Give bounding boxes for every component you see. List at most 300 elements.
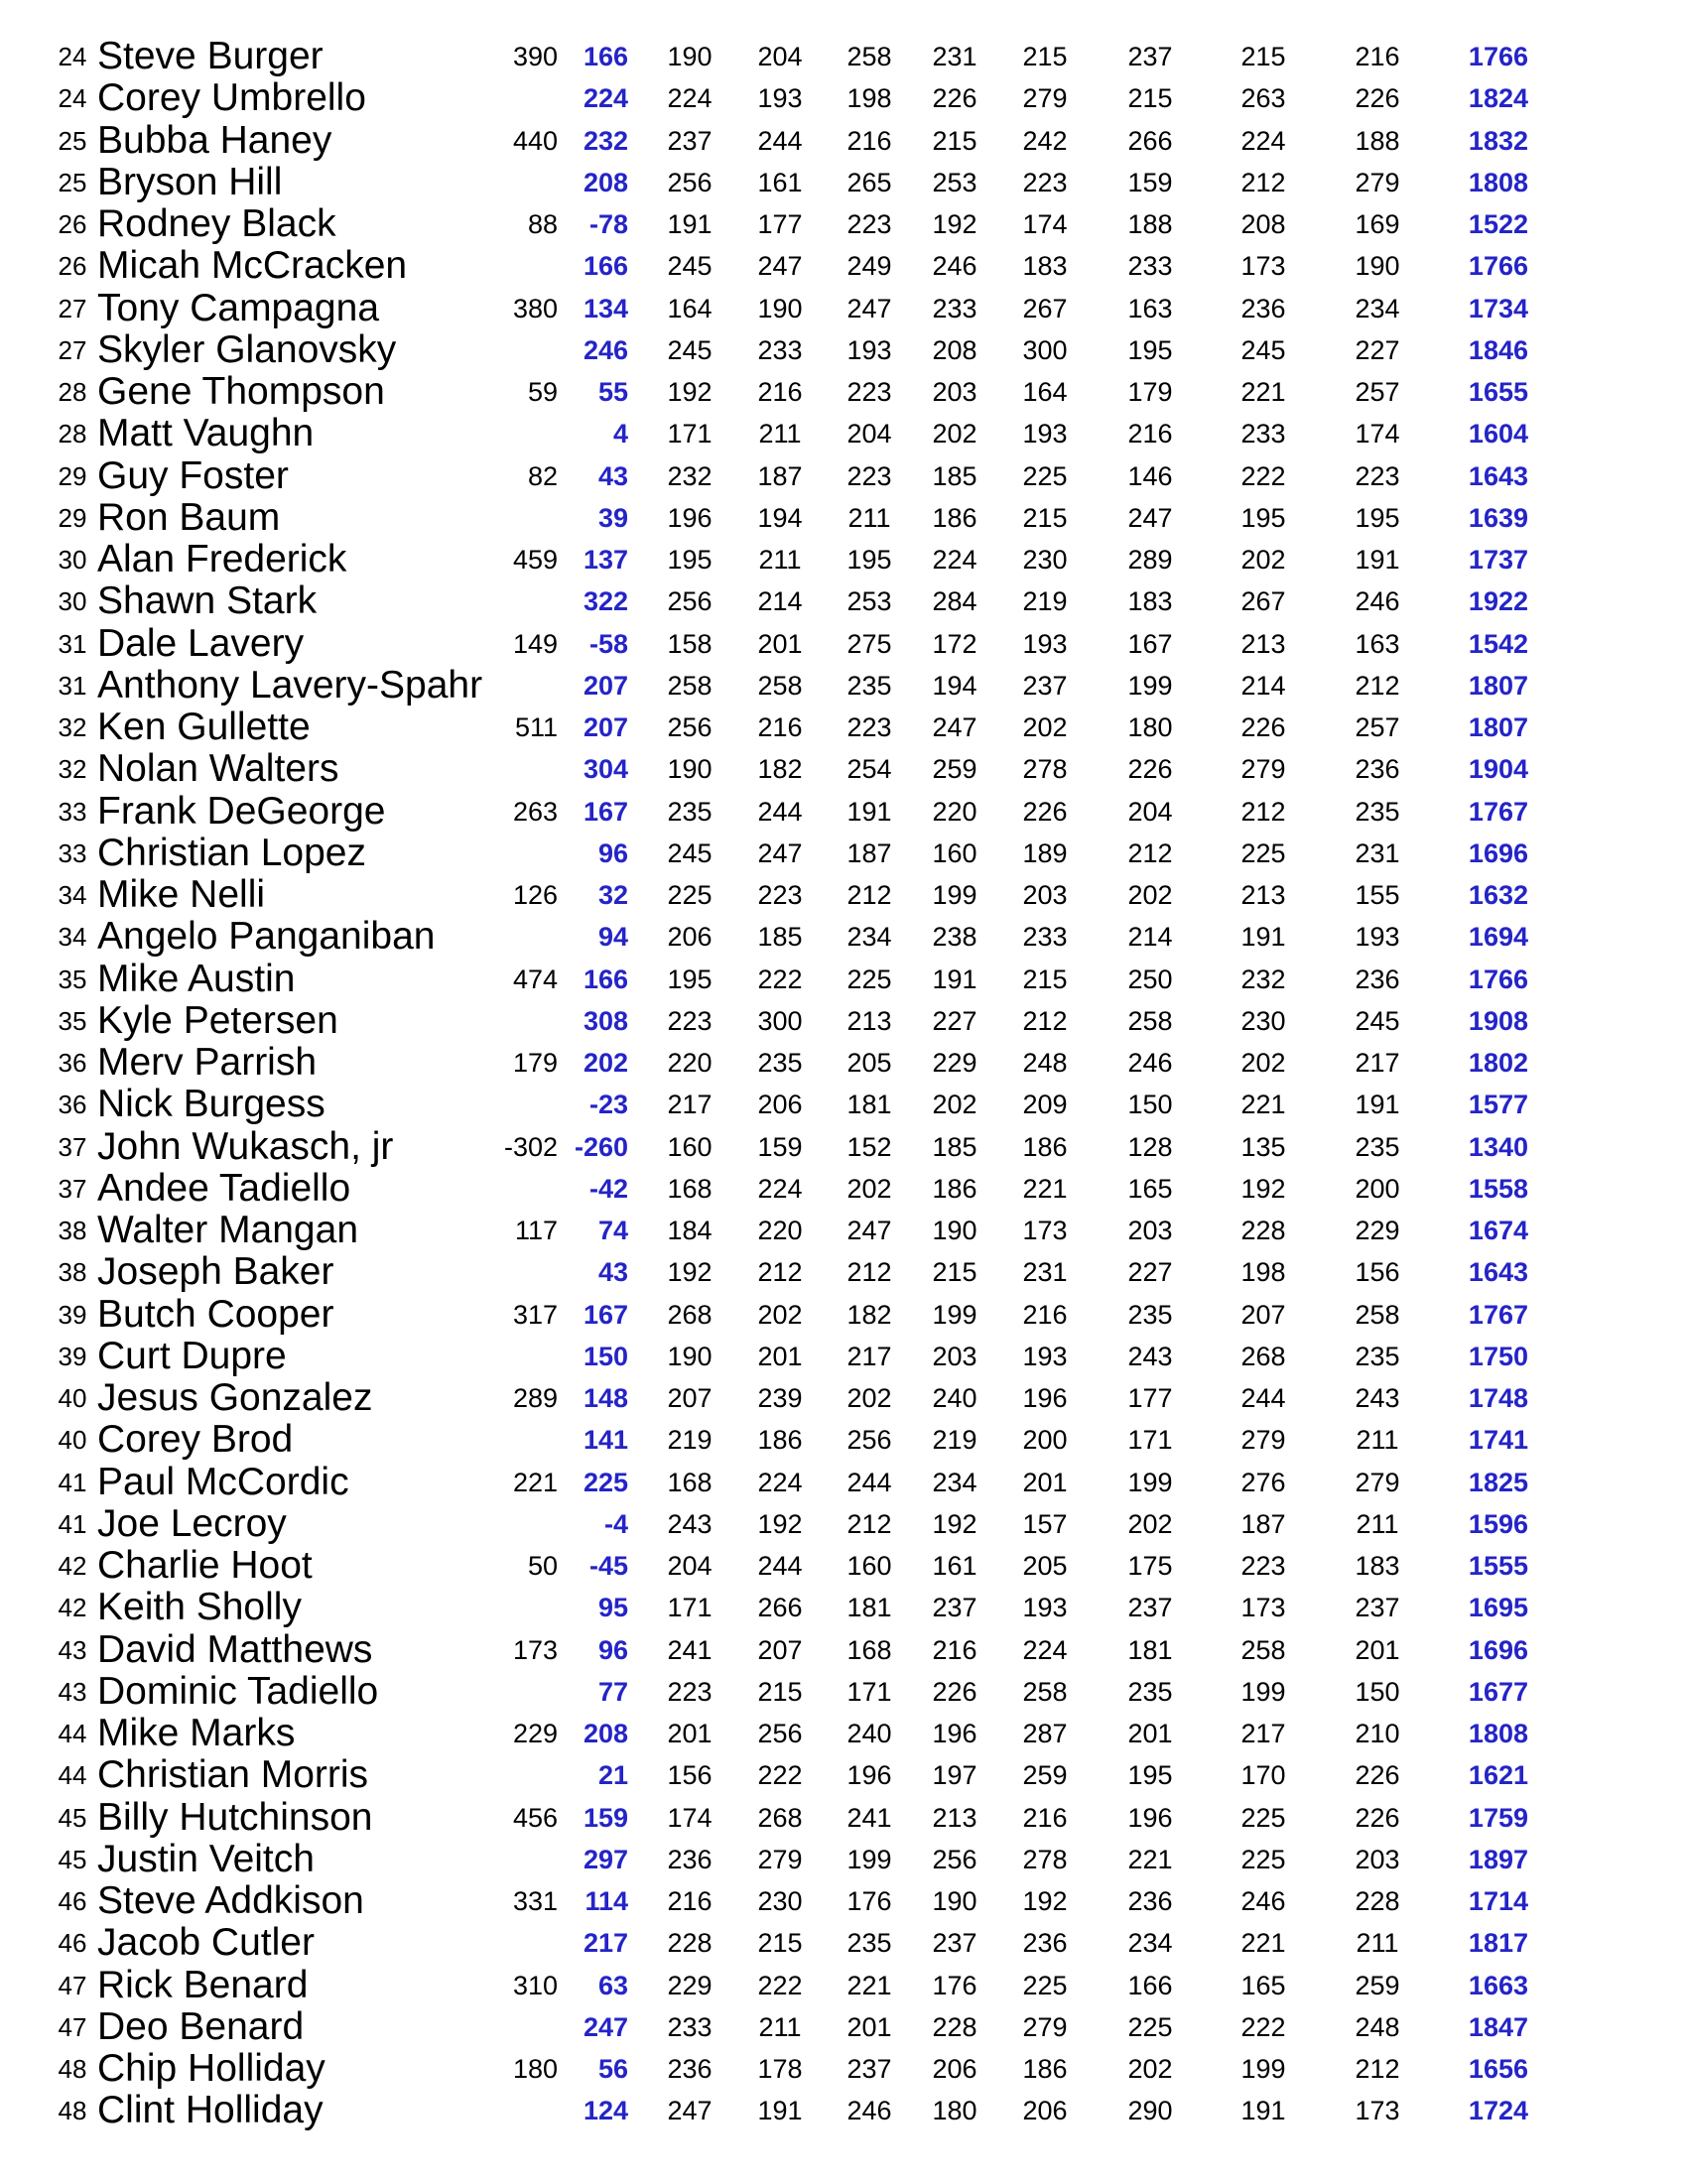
game-score: 210 [1355,1719,1400,1748]
game-score: 212 [846,1257,892,1288]
handicap-value: 511 [514,712,558,742]
game-score: 300 [1022,334,1068,365]
game-score: 215 [932,1257,977,1288]
game-score: 197 [932,1760,977,1791]
game-score: 212 [757,1257,803,1288]
game-score: 181 [846,1090,892,1120]
net-score: 208 [583,1719,628,1748]
handicap-value: 459 [512,545,558,575]
game-score: 221 [1022,1173,1068,1204]
table-row [0,1042,1688,1084]
game-score: 201 [846,2011,892,2042]
game-score: 237 [932,1593,977,1623]
net-score: 208 [583,167,628,197]
game-score: 234 [1127,1928,1173,1959]
game-score: 211 [1356,1425,1399,1456]
game-score: 177 [757,209,803,239]
game-score: 199 [1240,1676,1286,1707]
net-score: 4 [612,419,628,450]
handicap-value [466,916,558,958]
pair-number: 41 [58,1508,87,1539]
table-row [0,1462,1688,1503]
game-score: 247 [757,837,803,868]
handicap-value: 180 [512,2054,558,2084]
game-score: 186 [757,1425,803,1456]
pair-number: 46 [58,1928,87,1959]
handicap-value [466,1839,558,1880]
game-score: 198 [1240,1257,1286,1288]
game-score: 161 [932,1551,977,1581]
bowler-name: Angelo Panganiban [97,915,436,959]
game-score: 171 [1127,1425,1173,1456]
game-score: 247 [846,1216,892,1245]
pair-number: 47 [58,2011,87,2042]
table-row [0,2090,1688,2131]
game-score: 230 [757,1886,803,1916]
net-score: 166 [583,251,628,282]
game-score: 246 [1127,1048,1173,1078]
game-score: 258 [1240,1634,1286,1665]
game-score: 202 [757,1299,803,1330]
table-row [0,874,1688,916]
pair-number: 28 [58,419,87,450]
bowler-name: Micah McCracken [97,244,408,288]
handicap-value [466,245,558,287]
pair-number: 40 [58,1383,87,1413]
pair-number: 38 [58,1257,87,1288]
game-score: 199 [932,880,977,910]
game-score: 279 [1240,754,1286,785]
table-row [0,1545,1688,1587]
table-row [0,623,1688,665]
game-score: 254 [846,754,892,785]
bowler-name: Steve Burger [97,35,324,77]
game-score: 195 [667,964,713,994]
game-score: 236 [1127,1886,1173,1916]
bowler-name: Dale Lavery [97,621,305,665]
game-score: 256 [846,1425,892,1456]
table-row [0,413,1688,454]
net-score: 167 [583,796,628,827]
game-score: 202 [1127,1508,1173,1539]
game-score: 163 [1355,628,1400,659]
net-score: -4 [603,1508,628,1539]
handicap-value [466,1587,558,1628]
table-row [0,1084,1688,1125]
total-score: 1724 [1468,2096,1528,2126]
game-score: 221 [1240,377,1286,407]
game-score: 233 [1127,251,1173,282]
table-row [0,1671,1688,1713]
net-score: 225 [583,1467,628,1497]
game-score: 150 [1355,1676,1400,1707]
game-score: 190 [667,42,713,71]
game-score: 186 [932,1173,977,1204]
game-score: 221 [1240,1928,1286,1959]
bowler-name: Clint Holliday [97,2089,324,2132]
bowler-name: Corey Brod [97,1418,294,1462]
game-score: 231 [932,42,977,71]
game-score: 212 [846,1508,892,1539]
bowler-name: Nolan Walters [97,747,339,791]
game-score: 215 [757,1676,803,1707]
game-score: 174 [1022,209,1068,239]
net-score: 207 [583,670,628,701]
game-score: 202 [932,1090,977,1120]
game-score: 211 [758,419,802,450]
game-score: 174 [1355,419,1400,450]
game-score: 170 [1240,1760,1286,1791]
game-score: 166 [1127,1970,1173,2000]
game-score: 199 [932,1299,977,1330]
bowler-name: Skyler Glanovsky [97,327,397,371]
net-score: 308 [583,1005,628,1036]
game-score: 236 [1022,1928,1068,1959]
pair-number: 41 [58,1467,87,1497]
game-score: 195 [667,545,713,575]
table-row [0,120,1688,162]
total-score: 1577 [1468,1090,1528,1120]
game-score: 235 [1355,796,1400,827]
game-score: 236 [667,2054,713,2084]
bowler-name: Curt Dupre [97,1334,287,1377]
game-score: 186 [1022,1131,1068,1162]
game-score: 230 [1022,545,1068,575]
game-score: 204 [757,42,803,71]
bowler-name: Chip Holliday [97,2047,325,2090]
table-row [0,1336,1688,1377]
bowler-name: Mike Marks [97,1712,296,1754]
game-score: 222 [757,964,803,994]
game-score: 266 [1127,125,1173,156]
bowler-name: Justin Veitch [97,1837,315,1880]
game-score: 158 [667,628,713,659]
total-score: 1696 [1468,837,1528,868]
game-score: 189 [1022,837,1068,868]
total-score: 1694 [1468,922,1528,953]
game-score: 187 [757,460,803,491]
game-score: 165 [1240,1970,1286,2000]
game-score: 228 [1355,1886,1400,1916]
game-score: 223 [1022,167,1068,197]
game-score: 279 [1355,167,1400,197]
game-score: 196 [932,1719,977,1748]
game-score: 253 [932,167,977,197]
game-score: 199 [846,1844,892,1874]
game-score: 161 [757,167,803,197]
game-score: 215 [1022,502,1068,533]
game-score: 224 [1240,125,1286,156]
game-score: 248 [1022,1048,1068,1078]
game-score: 183 [1355,1551,1400,1581]
game-score: 246 [1240,1886,1286,1916]
handicap-value [466,1671,558,1713]
game-score: 279 [1022,83,1068,114]
game-score: 202 [1240,545,1286,575]
game-score: 202 [846,1383,892,1413]
total-score: 1542 [1468,628,1528,659]
game-score: 193 [1355,922,1400,953]
table-row [0,1210,1688,1251]
game-score: 222 [757,1970,803,2000]
game-score: 242 [1022,125,1068,156]
game-score: 256 [757,1719,803,1748]
game-score: 224 [757,1173,803,1204]
game-score: 236 [667,1844,713,1874]
game-score: 191 [667,209,713,239]
net-score: 114 [584,1886,628,1916]
game-score: 164 [667,293,713,323]
handicap-value [466,1168,558,1210]
game-score: 200 [1022,1425,1068,1456]
net-score: 304 [583,754,628,785]
bowler-name: Matt Vaughn [97,412,315,455]
total-score: 1734 [1468,293,1528,323]
bowler-name: John Wukasch, jr [97,1124,394,1168]
pair-number: 28 [58,377,87,407]
game-score: 226 [1240,712,1286,742]
total-score: 1714 [1468,1886,1528,1916]
bowler-name: Joe Lecroy [97,1501,287,1545]
handicap-value [466,2090,558,2131]
game-score: 235 [1355,1341,1400,1371]
game-score: 234 [932,1467,977,1497]
game-score: 257 [1355,377,1400,407]
table-row [0,707,1688,748]
game-score: 186 [932,502,977,533]
total-score: 1695 [1468,1593,1528,1623]
total-score: 1677 [1468,1676,1528,1707]
game-score: 202 [846,1173,892,1204]
pair-number: 35 [58,964,87,994]
game-score: 258 [846,42,892,71]
handicap-value [466,1503,558,1545]
table-row [0,455,1688,497]
game-score: 237 [667,125,713,156]
game-score: 202 [1127,880,1173,910]
table-row [0,1587,1688,1628]
pair-number: 25 [58,167,87,197]
bowler-name: Ron Baum [97,495,281,539]
game-score: 216 [1355,42,1400,71]
pair-number: 48 [58,2096,87,2126]
net-score: 247 [583,2011,628,2042]
game-score: 207 [1240,1299,1286,1330]
pair-number: 46 [58,1886,87,1916]
handicap-value: 390 [512,42,558,71]
game-score: 259 [1022,1760,1068,1791]
game-score: 191 [932,964,977,994]
game-score: 173 [1022,1216,1068,1245]
game-score: 247 [846,293,892,323]
game-score: 212 [1022,1005,1068,1036]
total-score: 1766 [1468,964,1528,994]
table-row [0,580,1688,622]
game-score: 214 [1240,670,1286,701]
pair-number: 29 [58,502,87,533]
game-score: 216 [846,125,892,156]
game-score: 216 [932,1634,977,1665]
game-score: 247 [1127,502,1173,533]
game-score: 209 [1022,1090,1068,1120]
table-row [0,1294,1688,1336]
total-score: 1555 [1468,1551,1528,1581]
game-score: 226 [932,1676,977,1707]
game-score: 258 [667,670,713,701]
game-score: 159 [757,1131,803,1162]
pair-number: 31 [58,670,87,701]
total-score: 1643 [1468,1257,1528,1288]
game-score: 221 [1127,1844,1173,1874]
game-score: 233 [667,2011,713,2042]
game-score: 223 [846,209,892,239]
game-score: 216 [1127,419,1173,450]
game-score: 217 [1240,1719,1286,1748]
bowler-name: Corey Umbrello [97,76,366,120]
game-score: 258 [1127,1005,1173,1036]
game-score: 246 [846,2096,892,2126]
game-score: 233 [1022,922,1068,953]
handicap-value [466,497,558,539]
pair-number: 45 [58,1844,87,1874]
game-score: 239 [757,1383,803,1413]
total-score: 1846 [1468,334,1528,365]
table-row [0,1419,1688,1461]
handicap-value: 310 [512,1970,558,2000]
game-score: 168 [667,1467,713,1497]
pair-number: 47 [58,1970,87,2000]
net-score: 159 [583,1802,628,1833]
pair-number: 33 [58,837,87,868]
bowler-name: Gene Thompson [97,370,385,413]
game-score: 215 [1240,42,1286,71]
game-score: 187 [1240,1508,1286,1539]
game-score: 225 [1022,460,1068,491]
game-score: 216 [1022,1802,1068,1833]
game-score: 199 [1127,1467,1173,1497]
bowler-name: Rodney Black [97,202,336,245]
game-score: 244 [846,1467,892,1497]
game-score: 183 [1022,251,1068,282]
game-score: 191 [1240,2096,1286,2126]
game-score: 279 [1022,2011,1068,2042]
game-score: 196 [1022,1383,1068,1413]
game-score: 206 [1022,2096,1068,2126]
game-score: 195 [1127,1760,1173,1791]
handicap-value [466,1084,558,1125]
total-score: 1696 [1468,1634,1528,1665]
game-score: 193 [757,83,803,114]
table-row [0,959,1688,1000]
pair-number: 37 [58,1173,87,1204]
net-score: 134 [583,293,628,323]
table-row [0,1713,1688,1754]
net-score: 56 [597,2054,628,2084]
net-score: 77 [597,1676,628,1707]
bowler-name: David Matthews [97,1627,373,1671]
pair-number: 31 [58,628,87,659]
pair-number: 36 [58,1090,87,1120]
net-score: 224 [583,83,628,114]
game-score: 160 [667,1131,713,1162]
handicap-value [466,413,558,454]
game-score: 215 [1022,42,1068,71]
pair-number: 34 [58,880,87,910]
net-score: 63 [597,1970,628,2000]
game-score: 235 [667,796,713,827]
game-score: 204 [667,1551,713,1581]
bowler-name: Christian Morris [97,1753,369,1797]
game-score: 171 [846,1676,892,1707]
handicap-value [466,1754,558,1796]
game-score: 268 [757,1802,803,1833]
game-score: 220 [667,1048,713,1078]
pair-number: 26 [58,251,87,282]
game-score: 245 [1240,334,1286,365]
game-score: 217 [667,1090,713,1120]
game-score: 192 [1240,1173,1286,1204]
game-score: 243 [1127,1341,1173,1371]
game-score: 168 [846,1634,892,1665]
game-score: 229 [932,1048,977,1078]
game-score: 220 [932,796,977,827]
game-score: 229 [667,1970,713,2000]
total-score: 1847 [1468,2011,1528,2042]
game-score: 225 [1127,2011,1173,2042]
game-score: 201 [1127,1719,1173,1748]
net-score: 207 [583,712,628,742]
game-score: 279 [1240,1425,1286,1456]
game-score: 245 [1355,1005,1400,1036]
game-score: 223 [667,1676,713,1707]
net-score: 297 [583,1844,628,1874]
total-score: 1767 [1468,1299,1528,1330]
game-score: 156 [1355,1257,1400,1288]
game-score: 222 [757,1760,803,1791]
pair-number: 36 [58,1048,87,1078]
pair-number: 42 [58,1551,87,1581]
net-score: 96 [597,1634,628,1665]
game-score: 249 [846,251,892,282]
game-score: 206 [932,2054,977,2084]
table-row [0,371,1688,413]
game-score: 164 [1022,377,1068,407]
pair-number: 27 [58,334,87,365]
game-score: 186 [1022,2054,1068,2084]
total-score: 1759 [1468,1802,1528,1833]
game-score: 268 [1240,1341,1286,1371]
table-row [0,77,1688,119]
handicap-value [466,77,558,119]
pair-number: 40 [58,1425,87,1456]
game-score: 211 [1356,1508,1399,1539]
game-score: 160 [932,837,977,868]
game-score: 267 [1240,586,1286,617]
net-score: -58 [588,628,628,659]
game-score: 245 [667,251,713,282]
handicap-value [466,1000,558,1042]
net-score: 32 [597,880,628,910]
game-score: 196 [667,502,713,533]
game-score: 266 [757,1593,803,1623]
game-score: 211 [758,2011,802,2042]
game-score: 192 [1022,1886,1068,1916]
game-score: 213 [1240,880,1286,910]
handicap-value: 50 [527,1551,558,1581]
game-score: 226 [932,83,977,114]
game-score: 155 [1355,880,1400,910]
net-score: 55 [597,377,628,407]
